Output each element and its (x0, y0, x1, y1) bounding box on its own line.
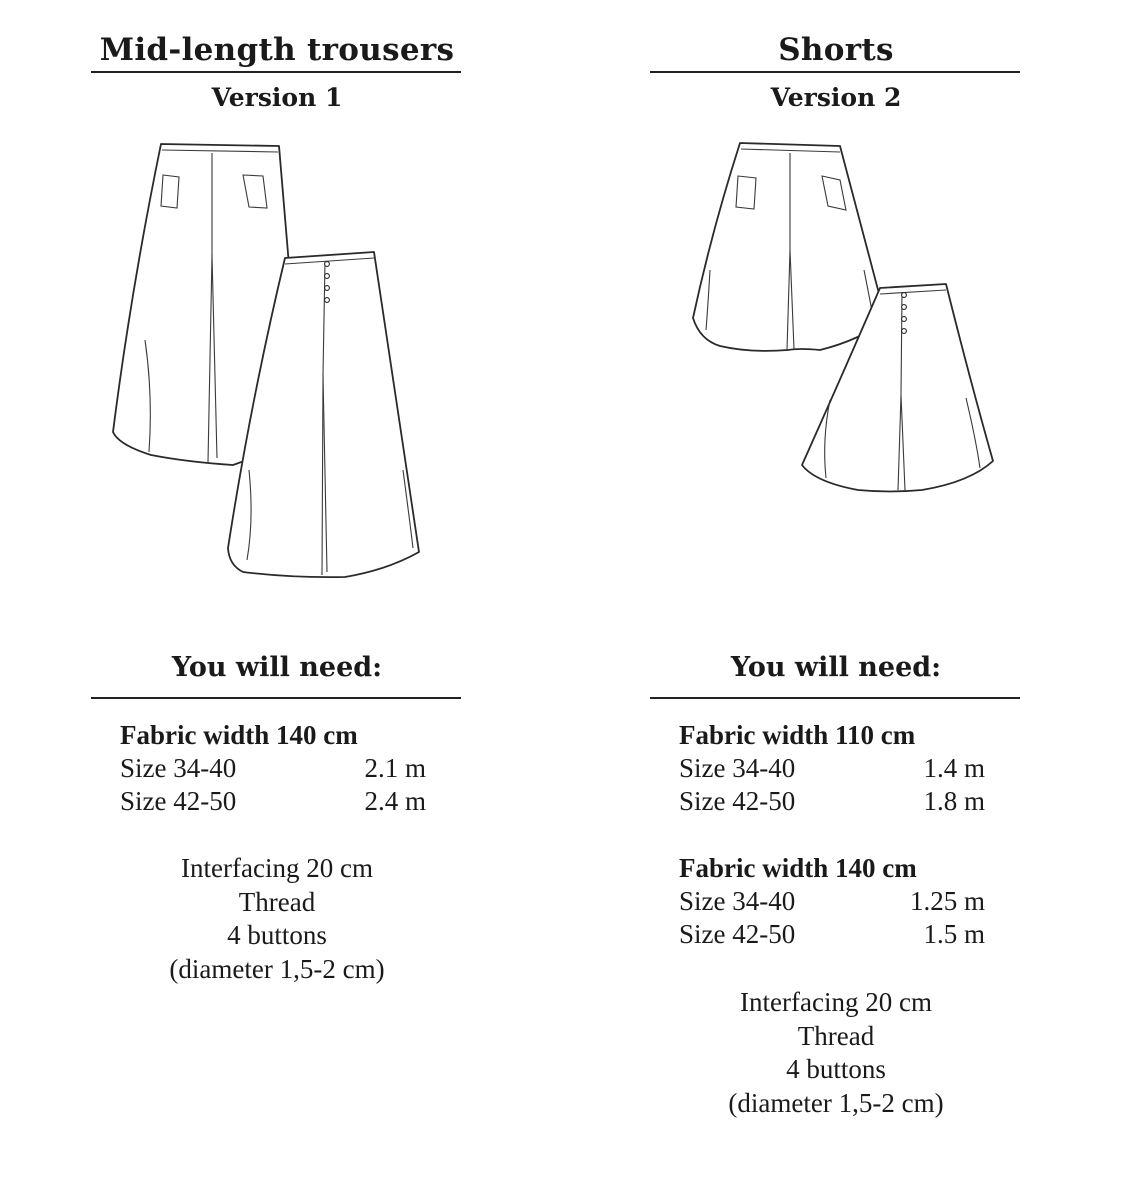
needs-rule (91, 697, 461, 699)
needs-heading: You will need: (171, 652, 383, 683)
fabric-width-heading: Fabric width 140 cm (120, 720, 358, 750)
garment-title: Mid-length trousers (99, 32, 455, 68)
needs-rule (650, 697, 1020, 699)
notion-item: Thread (797, 1020, 875, 1051)
fabric-width-heading: Fabric width 140 cm (679, 853, 917, 883)
notions-list (650, 986, 1022, 1120)
size-row (679, 785, 989, 818)
size-row (679, 885, 989, 918)
size-row (679, 752, 989, 785)
size-label: Size 42-50 (679, 919, 796, 949)
size-label: Size 34-40 (679, 886, 796, 916)
notions-list (91, 852, 463, 986)
fabric-amount: 2.4 m (364, 786, 426, 816)
size-label: Size 34-40 (679, 753, 796, 783)
notion-item: (diameter 1,5-2 cm) (169, 953, 385, 984)
size-label: Size 42-50 (679, 786, 796, 816)
fabric-amount: 1.25 m (909, 886, 985, 916)
fabric-amount: 1.4 m (923, 753, 985, 783)
trousers-technical-drawing (91, 0, 463, 605)
version-2-column (650, 0, 1022, 1198)
notion-item: (diameter 1,5-2 cm) (728, 1087, 944, 1118)
size-row (679, 918, 989, 951)
fabric-amount: 1.8 m (923, 786, 985, 816)
fabric-requirements (679, 852, 989, 951)
notion-item: Interfacing 20 cm (740, 987, 932, 1017)
version-label: Version 1 (211, 83, 343, 112)
notion-item: Thread (238, 886, 316, 917)
size-label: Size 34-40 (120, 753, 237, 783)
notion-item: 4 buttons (786, 1054, 886, 1084)
shorts-technical-drawing (650, 0, 1022, 605)
fabric-width-heading: Fabric width 110 cm (679, 720, 916, 750)
needs-heading: You will need: (730, 652, 942, 683)
notion-item: Interfacing 20 cm (181, 853, 373, 883)
fabric-amount: 2.1 m (364, 753, 426, 783)
garment-title: Shorts (778, 32, 894, 68)
size-row (120, 752, 430, 785)
size-row (120, 785, 430, 818)
fabric-amount: 1.5 m (923, 919, 985, 949)
version-1-column (91, 0, 463, 1198)
shorts-front-view (693, 143, 886, 351)
fabric-requirements (120, 719, 430, 818)
size-label: Size 42-50 (120, 786, 237, 816)
fabric-requirements (679, 719, 989, 818)
version-label: Version 2 (770, 83, 902, 112)
notion-item: 4 buttons (227, 920, 327, 950)
